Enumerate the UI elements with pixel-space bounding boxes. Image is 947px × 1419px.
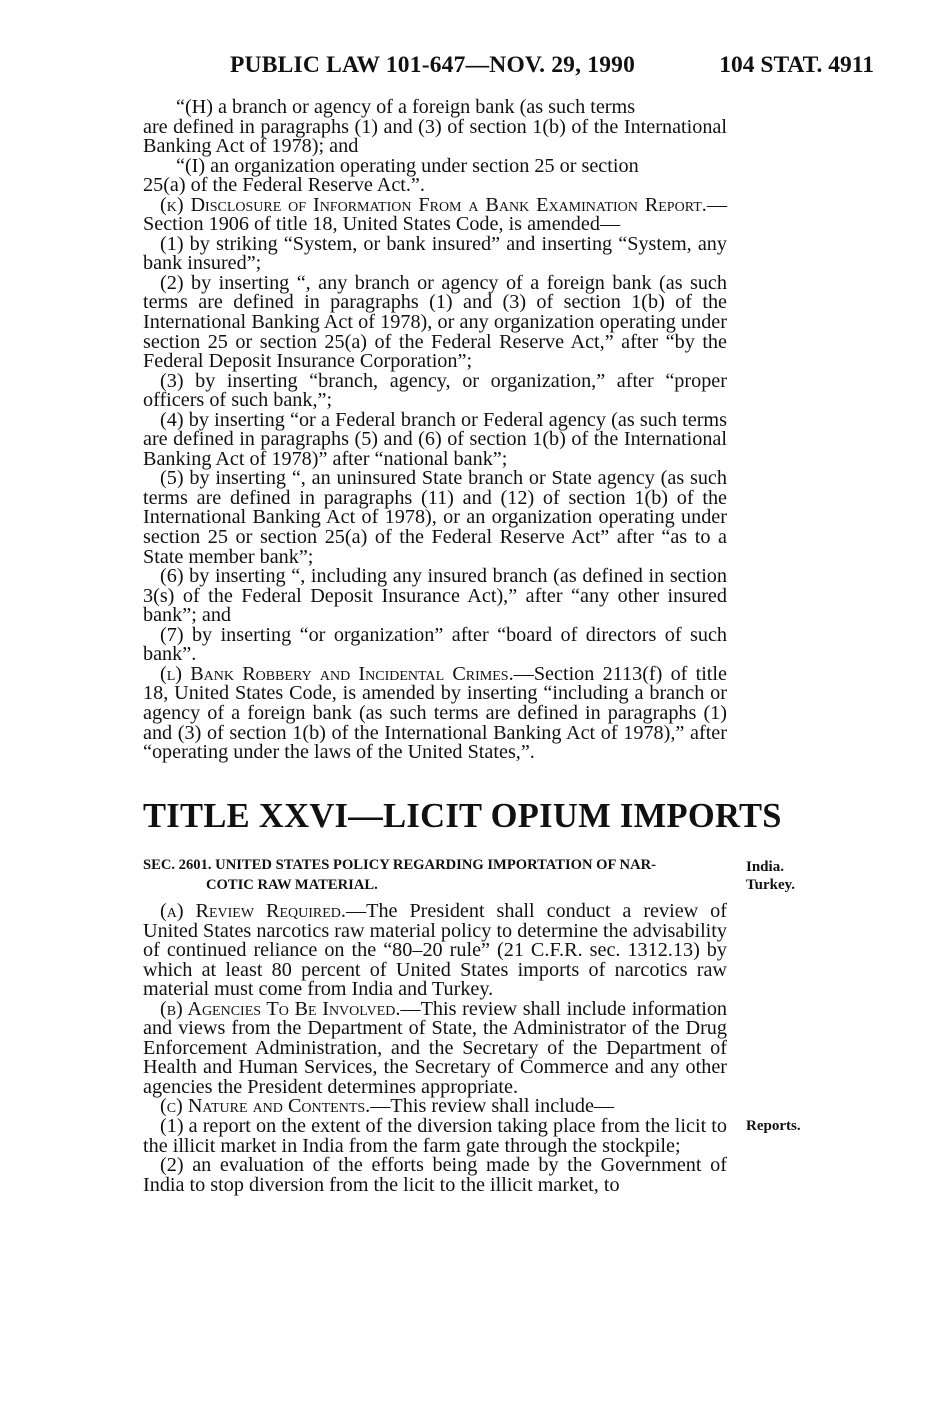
subsection-a: (a) Review Required.—The President shall conduct a review of United States narcotics raw material policy to determine the advisability of continued reliance on the “80–20 rule” (21 C.F.R. sec. 1312.13) by which at least 80 percent of United States imports of narcotics raw material must come from India and Turkey. <box>143 900 727 1001</box>
section-heading <box>143 856 727 895</box>
subsection-l-heading: (l) Bank Robbery and Incidental Crimes. <box>160 662 514 685</box>
k-item-1: (1) by striking “System, or bank insured” and inserting “System, any bank insured”; <box>143 232 727 275</box>
k-item-7: (7) by inserting “or organization” after “board of directors of such bank”. <box>143 623 727 666</box>
subsection-k: (k) Disclosure of Information From a Bank Examination Report.—Section 1906 of title 18, United States Code, is amended— <box>143 193 727 236</box>
k-item-3: (3) by inserting “branch, agency, or organization,” after “proper officers of such bank,”; <box>143 369 727 412</box>
subsection-c: (c) Nature and Contents.—This review shall include— <box>160 1095 615 1118</box>
body-text-part1 <box>143 98 727 763</box>
paragraph-I: “(I) an organization operating under section 25 or section 25(a) of the Federal Reserve Act.”. <box>143 154 639 197</box>
subsection-b-heading: (b) Agencies To Be Involved. <box>160 997 401 1020</box>
body-text-part2 <box>143 902 727 1195</box>
k-item-5: (5) by inserting “, an uninsured State branch or State agency (as such terms are defined in paragraphs (11) and (12) of section 1(b) of the International Banking Act of 1978), or an organization operating under section 25 or section 25(a) of the Federal Reserve Act” after “as to a State member bank”; <box>143 467 727 568</box>
paragraph-H: “(H) a branch or agency of a foreign bank (as such terms are defined in paragraphs (1) and (3) of section 1(b) of the International Banking Act of 1978); and <box>143 96 727 158</box>
header-public-law: PUBLIC LAW 101-647—NOV. 29, 1990 <box>230 52 636 78</box>
margin-note-turkey: Turkey. <box>746 877 796 893</box>
margin-note-india: India. <box>746 859 784 875</box>
c-item-2: (2) an evaluation of the efforts being made by the Government of India to stop diversion from the licit to the illicit market, to <box>143 1154 727 1196</box>
k-item-6: (6) by inserting “, including any insured branch (as defined in section 3(s) of the Federal Deposit Insurance Act),” after “any other insured bank”; and <box>143 565 727 627</box>
margin-note-reports: Reports. <box>746 1118 801 1134</box>
c-item-1: (1) a report on the extent of the diversion taking place from the licit to the illicit market in India from the farm gate through the stockpile; <box>143 1115 727 1157</box>
header-stat-page: 104 STAT. 4911 <box>719 52 874 78</box>
subsection-k-heading: (k) Disclosure of Information From a Bank Examination Report. <box>160 193 707 216</box>
section-heading-line2: COTIC RAW MATERIAL. <box>206 876 378 893</box>
title-heading: TITLE XXVI—LICIT OPIUM IMPORTS <box>143 797 782 835</box>
subsection-a-heading: (a) Review Required. <box>160 900 346 922</box>
page-header <box>230 52 874 86</box>
subsection-b: (b) Agencies To Be Involved.—This review shall include information and views from the Department of State, the Administrator of the Drug Enforcement Administration, and the Secretary of the Department of Health and Human Services, the Secretary of Commerce and any other agencies the President determines appropriate. <box>143 997 728 1098</box>
margin-notes <box>746 858 795 894</box>
subsection-l: (l) Bank Robbery and Incidental Crimes.—Section 2113(f) of title 18, United States Code, is amended by inserting “including a branch or agency of a foreign bank (as such terms are defined in paragraphs (1) and (3) of section 1(b) of the International Banking Act of 1978),” after “operating under the laws of the United States,”. <box>143 662 727 764</box>
k-item-4: (4) by inserting “or a Federal branch or Federal agency (as such terms are defined in paragraphs (5) and (6) of section 1(b) of the International Banking Act of 1978)” after “national bank”; <box>143 408 727 470</box>
k-item-2: (2) by inserting “, any branch or agency of a foreign bank (as such terms are defined in paragraphs (1) and (3) of section 1(b) of the International Banking Act of 1978), or any organization operating under section 25 or section 25(a) of the Federal Reserve Act,” after “by the Federal Deposit Insurance Corporation”; <box>143 271 727 373</box>
section-heading-line1: SEC. 2601. UNITED STATES POLICY REGARDING IMPORTATION OF NAR- <box>143 857 657 873</box>
subsection-c-heading: (c) Nature and Contents. <box>160 1095 371 1118</box>
